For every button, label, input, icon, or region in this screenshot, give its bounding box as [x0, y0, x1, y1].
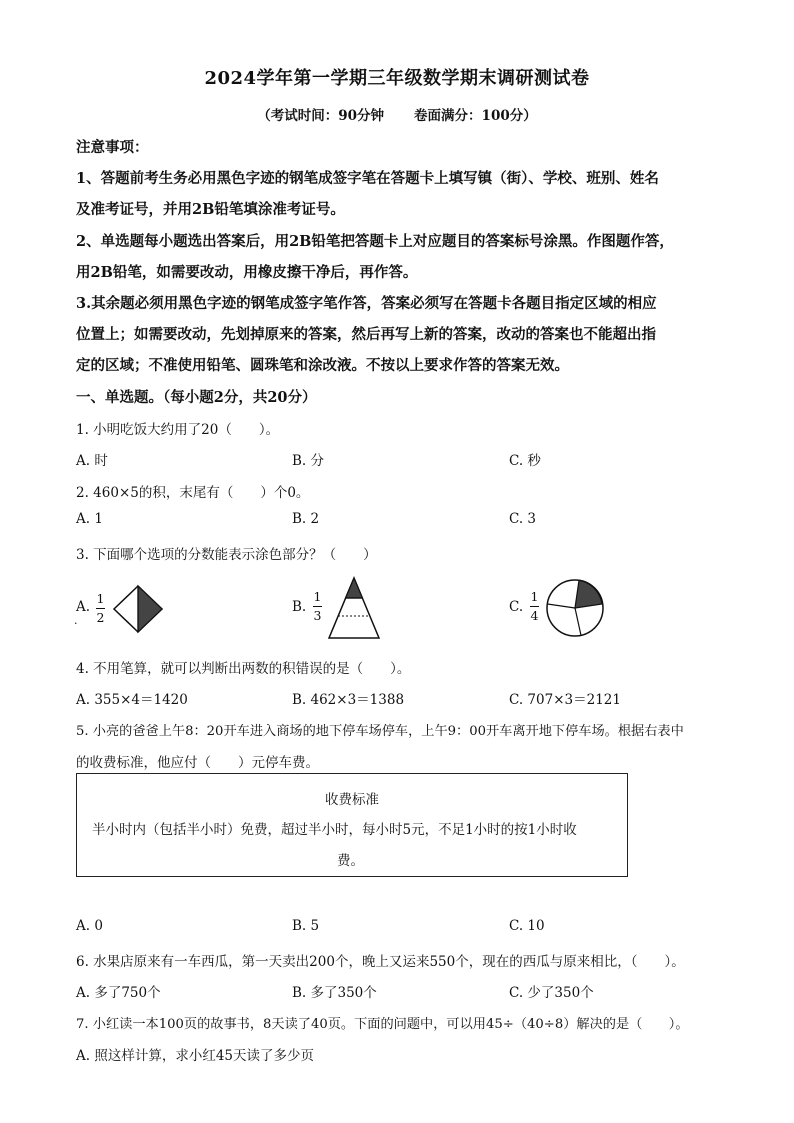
- q1-option-a: A. 时: [76, 453, 108, 469]
- question-5-line-1: 5. 小亮的爸爸上午8：20开车进入商场的地下停车场停车，上午9：00开车离开地下停车场。根据右表中: [76, 724, 684, 739]
- question-5-line-2: 的收费标准，他应付（ ）元停车费。: [76, 755, 319, 771]
- q6-option-b: B. 多了350个: [292, 985, 377, 1001]
- fee-table-rule-line-2: 费。: [337, 853, 364, 869]
- q5-option-b: B. 5: [292, 918, 320, 934]
- q3-circle-figure: [545, 578, 605, 638]
- fee-standard-table: [76, 773, 628, 877]
- question-1: 1. 小明吃饭大约用了20（ ）。: [76, 422, 280, 438]
- q3-option-b-fraction: [313, 590, 322, 623]
- page-title: 2024学年第一学期三年级数学期末调研测试卷: [204, 68, 590, 89]
- q4-option-a: A. 355×4＝1420: [76, 692, 188, 708]
- notice-line-2: 及准考证号，并用2B铅笔填涂准考证号。: [76, 201, 345, 218]
- question-6: 6. 水果店原来有一车西瓜，第一天卖出200个，晚上又运来550个，现在的西瓜与原来相比，（ ）。: [76, 954, 685, 970]
- exam-score: 卷面满分：100分）: [414, 108, 537, 124]
- notice-line-5: 3.其余题必须用黑色字迹的钢笔成签字笔作答，答案必须写在答题卡各题目指定区域的相应: [76, 295, 657, 312]
- q1-option-b: B. 分: [292, 453, 325, 469]
- notice-line-7: 定的区域；不准使用铅笔、圆珠笔和涂改液。不按以上要求作答的答案无效。: [76, 357, 569, 374]
- q3-diamond-figure: [112, 585, 164, 633]
- q3-triangle-figure: [327, 576, 381, 640]
- question-7: 7. 小红读一本100页的故事书，8天读了40页。下面的问题中，可以用45÷（40÷8）解决的是（ ）。: [76, 1017, 689, 1032]
- fraction-numerator: 1: [530, 589, 539, 604]
- q3-option-a-label: A.: [76, 599, 91, 615]
- question-3: 3. 下面哪个选项的分数能表示涂色部分？（ ）: [76, 547, 377, 563]
- fee-table-title: 收费标准: [325, 792, 379, 808]
- fraction-denominator: 3: [313, 608, 322, 623]
- q3-option-c-fraction: [530, 590, 539, 623]
- exam-time: （考试时间：90分钟: [257, 108, 385, 124]
- q7-option-a: A. 照这样计算，求小红45天读了多少页: [76, 1048, 315, 1064]
- q3-option-c-label: C.: [509, 599, 524, 615]
- section-heading: 一、单选题。（每小题2分，共20分）: [76, 389, 317, 406]
- fraction-numerator: 1: [96, 591, 105, 606]
- fraction-denominator: 2: [96, 610, 105, 625]
- q1-option-c: C. 秒: [509, 453, 541, 469]
- q2-option-b: B. 2: [292, 511, 320, 527]
- fraction-denominator: 4: [530, 608, 539, 623]
- q3-option-a-dot: .: [74, 614, 78, 627]
- q4-option-c: C. 707×3＝2121: [509, 692, 621, 708]
- fee-table-rule-line-1: 半小时内（包括半小时）免费，超过半小时，每小时5元，不足1小时的按1小时收: [92, 822, 577, 838]
- notice-line-3: 2、单选题每小题选出答案后，用2B铅笔把答题卡上对应题目的答案标号涂黑。作图题作答，: [76, 233, 674, 250]
- notice-line-1: 1、答题前考生务必用黑色字迹的钢笔成签字笔在答题卡上填写镇（街）、学校、班别、姓名: [76, 170, 659, 187]
- notice-heading: 注意事项：: [76, 139, 149, 156]
- q2-option-a: A. 1: [76, 511, 103, 527]
- q4-option-b: B. 462×3＝1388: [292, 692, 405, 708]
- q2-option-c: C. 3: [509, 511, 537, 527]
- q6-option-a: A. 多了750个: [76, 985, 161, 1001]
- fraction-numerator: 1: [313, 589, 322, 604]
- q5-option-a: A. 0: [76, 918, 103, 934]
- notice-line-4: 用2B铅笔，如需要改动，用橡皮擦干净后，再作答。: [76, 264, 418, 281]
- q6-option-c: C. 少了350个: [509, 985, 594, 1001]
- q5-option-c: C. 10: [509, 918, 545, 934]
- q3-option-b-label: B.: [292, 599, 307, 615]
- q3-option-a-fraction: [96, 592, 105, 625]
- question-2: 2. 460×5的积，末尾有（ ）个0。: [76, 485, 310, 501]
- question-4: 4. 不用笔算，就可以判断出两数的积错误的是（ ）。: [76, 661, 411, 677]
- notice-line-6: 位置上；如需要改动，先划掉原来的答案，然后再写上新的答案，改动的答案也不能超出指: [76, 326, 656, 343]
- exam-info: [0, 104, 794, 124]
